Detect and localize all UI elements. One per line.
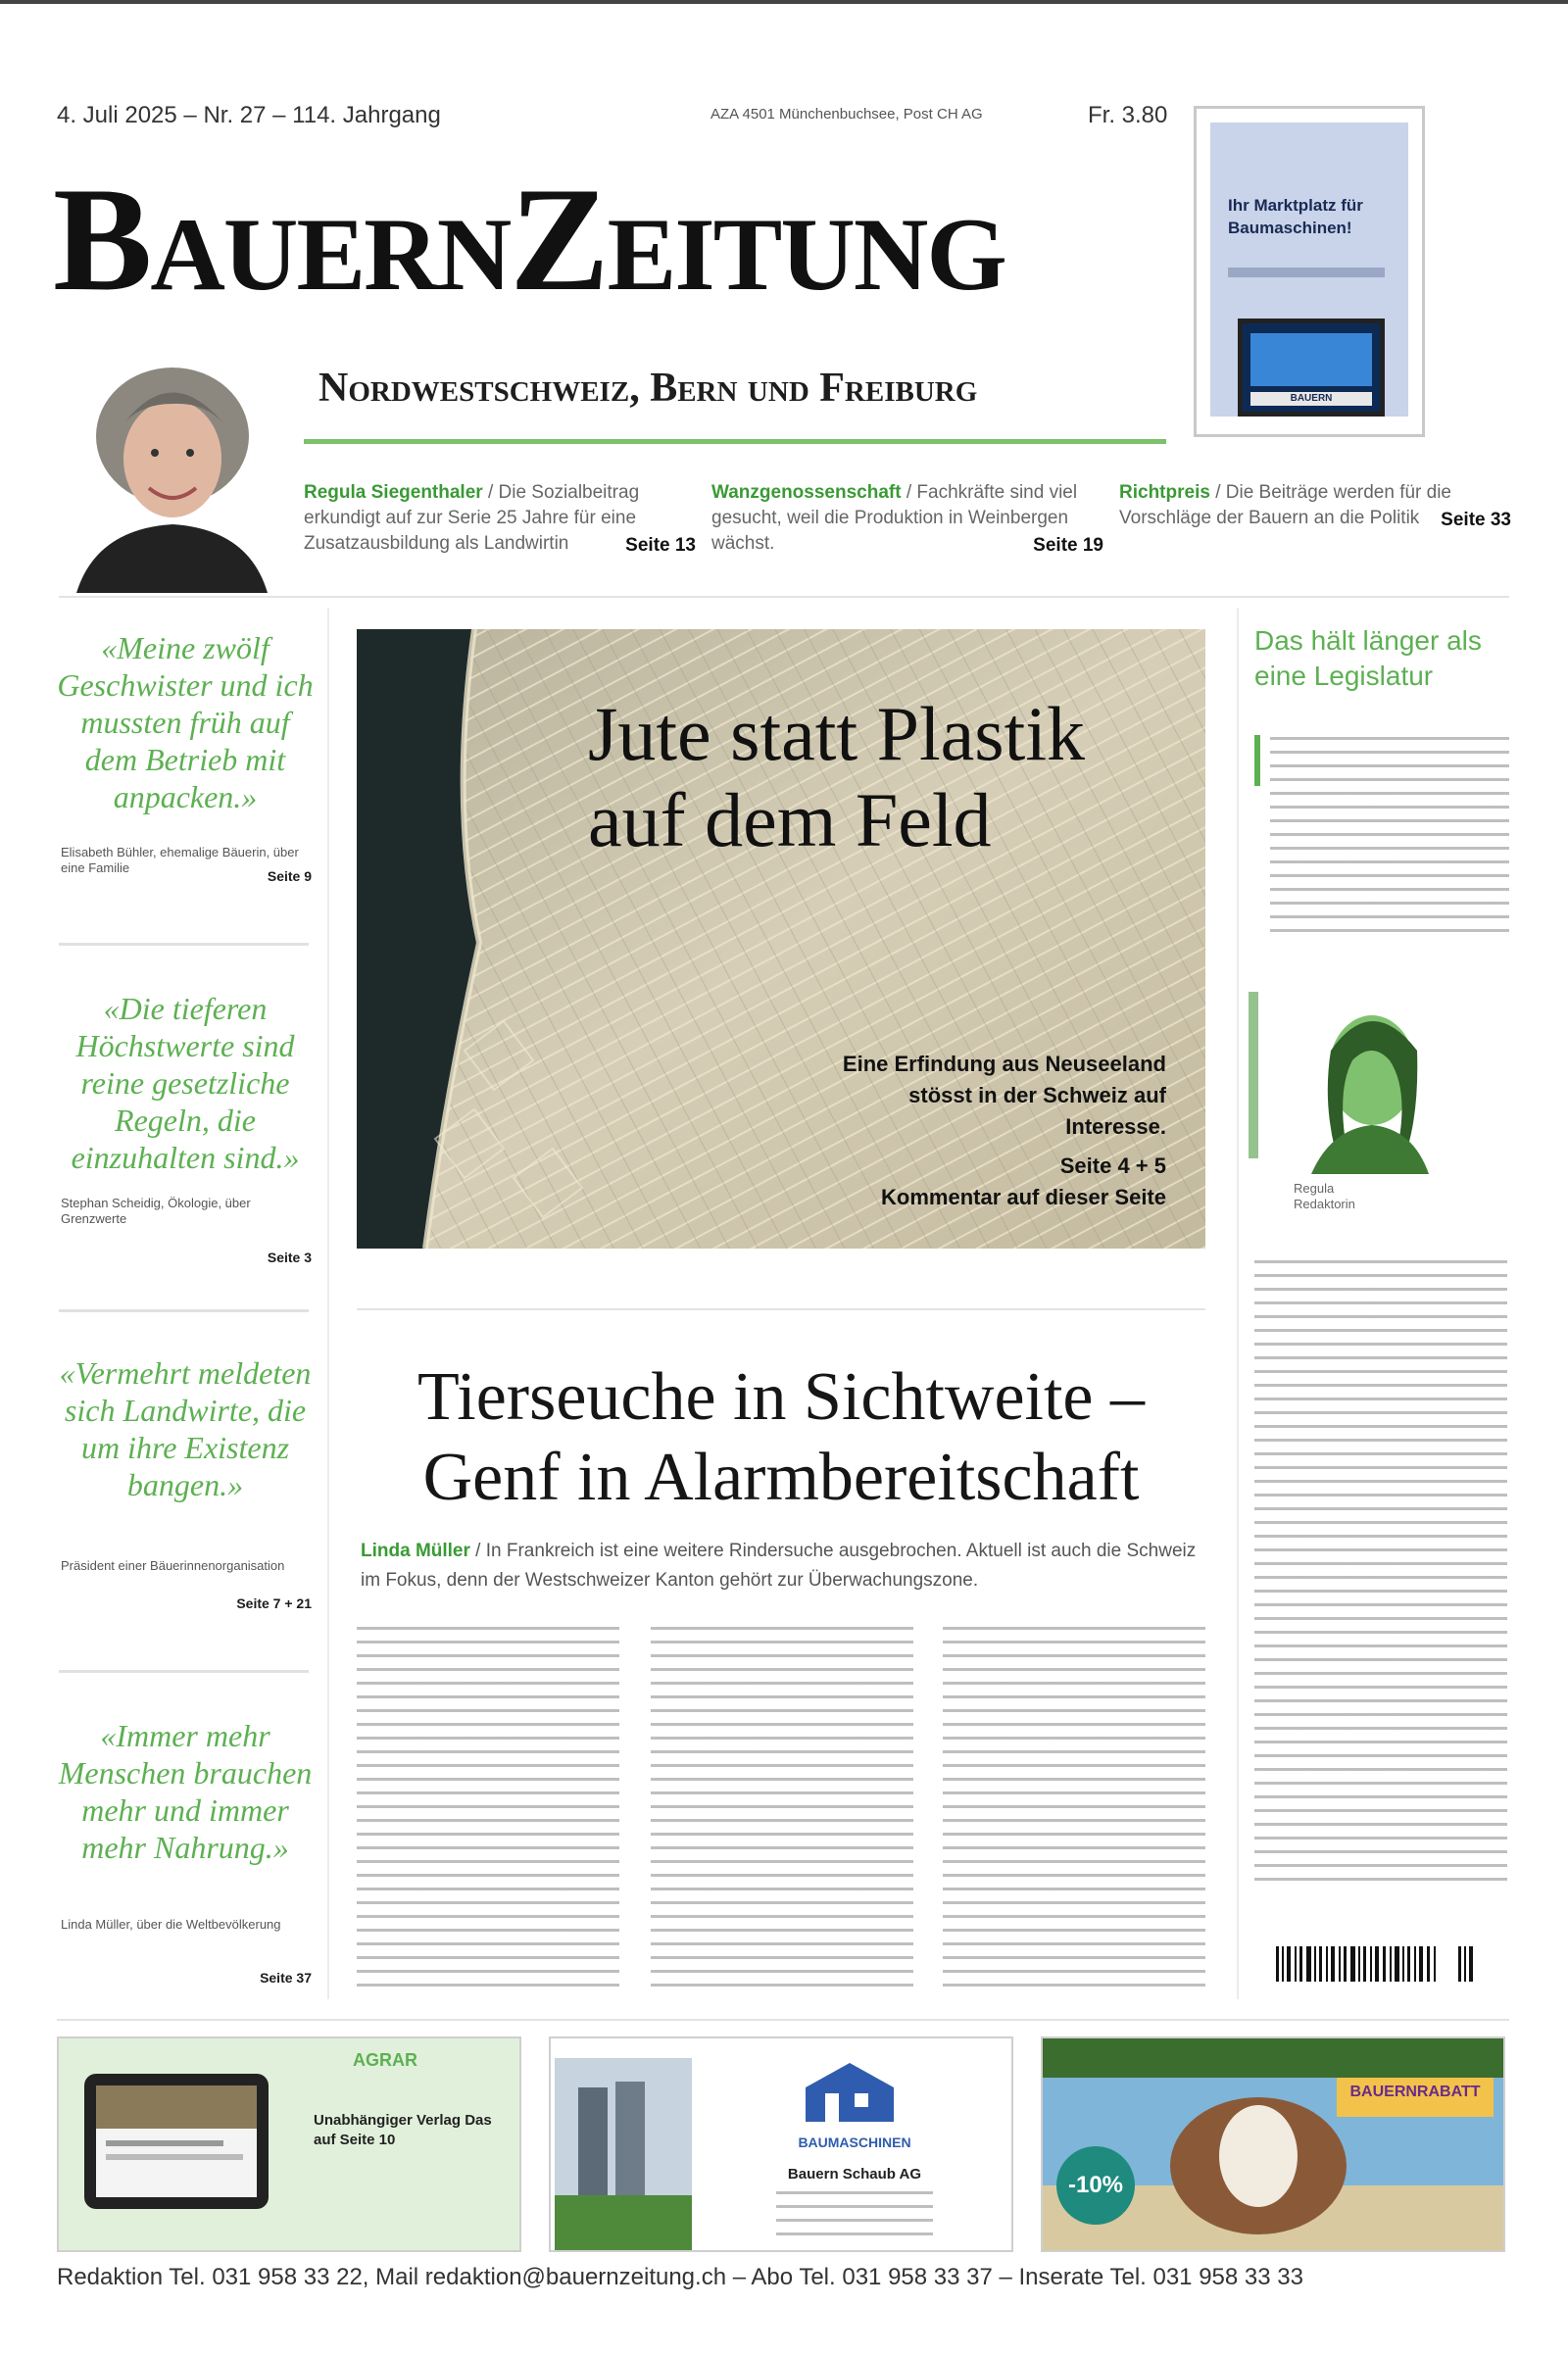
teaser-1[interactable]: Regula Siegenthaler / Die Sozialbeitrag erkundigt auf zur Serie 25 Jahre für eine Zusatzausbildung als Landwirtin Seite 13 <box>304 480 696 557</box>
advert-text: Ihr Marktplatz für Baumaschinen! <box>1228 196 1363 237</box>
ad2-address <box>776 2191 933 2238</box>
advert-panel <box>1210 123 1408 417</box>
author-label-vertical <box>1237 992 1276 1168</box>
portrait-photo <box>67 343 274 593</box>
quote-2: «Die tieferen Höchstwerte sind reine gesetzliche Regeln, die einzuhalten sind.» <box>71 991 300 1175</box>
ad1-text: Unabhängiger Verlag Das auf Seite 10 <box>314 2112 492 2148</box>
teaser-body: Die Sozialbeitrag erkundigt auf zur Serie 25 Jahre für eine Zusatzausbildung als Landwirtin <box>304 482 640 554</box>
teaser-2[interactable]: Wanzgenossenschaft / Fachkräfte sind viel gesucht, weil die Produktion in Weinbergen wächst. Seite 19 <box>711 480 1103 557</box>
hero-title[interactable]: Jute statt Plastik auf dem Feld <box>588 691 1085 862</box>
article-column-1 <box>357 1627 619 1995</box>
teaser-body: Fachkräfte sind viel gesucht, weil die Produktion in Weinbergen wächst. <box>711 482 1078 554</box>
teaser-kicker: Regula Siegenthaler <box>304 482 483 503</box>
ad3-headline: BAUERNRABATT <box>1349 2084 1481 2100</box>
quote-3: «Vermehrt meldeten sich Landwirte, die um ihre Existenz bangen.» <box>59 1355 312 1502</box>
price: Fr. 3.80 <box>1088 102 1168 128</box>
teaser-divider <box>59 596 1509 598</box>
quote-2-source: Stephan Scheidig, Ökologie, über Grenzwerte <box>61 1196 251 1226</box>
ads-divider <box>57 2019 1509 2021</box>
quote-3-source: Präsident einer Bäuerinnenorganisation <box>61 1558 285 1573</box>
article-column-2 <box>651 1627 913 1995</box>
advert-agrar[interactable] <box>57 2036 521 2252</box>
author-name: Regula <box>1294 1181 1335 1196</box>
address-line: AZA 4501 Münchenbuchsee, Post CH AG <box>710 106 983 123</box>
author-byline <box>1294 1181 1355 1212</box>
advert-bauernrabatt[interactable] <box>1041 2036 1505 2252</box>
teaser-body: Die Beiträge werden für die Vorschläge der Bauern an die Politik <box>1119 482 1452 528</box>
region-subtitle: Nordwestschweiz, Bern und Freiburg <box>318 366 978 411</box>
quote-divider <box>59 1309 309 1312</box>
top-advert[interactable] <box>1194 106 1425 437</box>
tablet-image <box>78 2068 274 2215</box>
ad1-brand: AGRAR <box>353 2050 417 2070</box>
quote-2-page[interactable]: Seite 3 <box>267 1250 312 1265</box>
comment-text <box>1270 737 1509 943</box>
quote-4-source: Linda Müller, über die Weltbevölkerung <box>61 1917 281 1932</box>
main-headline[interactable]: Tierseuche in Sichtweite – Genf in Alarmbereitschaft <box>416 1359 1145 1515</box>
quote-1-source: Elisabeth Bühler, ehemalige Bäuerin, über eine Familie <box>61 845 299 875</box>
footer-contact: Redaktion Tel. 031 958 33 22, Mail redaktion@bauernzeitung.ch – Abo Tel. 031 958 33 37 – Inserate Tel. 031 958 33 33 <box>57 2264 1303 2290</box>
quote-4-page[interactable]: Seite 37 <box>260 1970 312 1986</box>
advert-subline <box>1228 268 1385 277</box>
main-lead: Linda Müller / In Frankreich ist eine weitere Rindersuche ausgebrochen. Aktuell ist auch die Schweiz im Fokus, denn der Westschweizer Kanton gehört zur Überwachungszone. <box>361 1541 1197 1591</box>
ad2-text: Bauern Schaub AG <box>787 2166 922 2183</box>
quote-3-page[interactable]: Seite 7 + 21 <box>236 1595 312 1611</box>
accent-bar <box>1254 735 1260 786</box>
quote-1: «Meine zwölf Geschwister und ich mussten früh auf dem Betrieb mit anpacken.» <box>57 630 314 814</box>
teaser-page: Seite 33 <box>1441 510 1511 530</box>
comment-body <box>1254 1260 1507 1888</box>
comment-kicker[interactable]: Das hält länger als eine Legislatur <box>1254 625 1482 691</box>
teaser-kicker: Wanzgenossenschaft <box>711 482 902 503</box>
page-top-rule <box>0 0 1568 4</box>
teaser-page: Seite 19 <box>1033 535 1103 556</box>
buildings-image <box>555 2058 692 2250</box>
advert-baumaschinen[interactable] <box>549 2036 1013 2252</box>
quote-1-page[interactable]: Seite 9 <box>267 868 312 884</box>
column-divider <box>327 608 329 1999</box>
quote-divider <box>59 1670 309 1673</box>
story-divider <box>357 1308 1205 1310</box>
ad3-discount-badge: -10% <box>1056 2146 1135 2225</box>
masthead-logo: BauernZeitung <box>53 157 1005 321</box>
article-column-3 <box>943 1627 1205 1995</box>
issue-line: 4. Juli 2025 – Nr. 27 – 114. Jahrgang <box>57 102 441 128</box>
author-role: Redaktorin <box>1294 1197 1355 1211</box>
hero-pages: Seite 4 + 5 <box>1059 1153 1166 1178</box>
laptop-image <box>1238 319 1385 417</box>
hero-page-refs[interactable] <box>764 1151 1166 1213</box>
quote-divider <box>59 943 309 946</box>
screen-label: BAUERN <box>1250 392 1372 406</box>
hero-subtitle: Eine Erfindung aus Neuseeland stösst in der Schweiz auf Interesse. <box>842 1052 1166 1139</box>
masthead-rule <box>304 439 1166 444</box>
barcode-icon <box>1272 1942 1494 1993</box>
building-logo-icon <box>796 2058 904 2127</box>
lead-kicker: Linda Müller <box>361 1541 470 1561</box>
teaser-page: Seite 13 <box>625 535 696 556</box>
quote-4: «Immer mehr Menschen brauchen mehr und immer mehr Nahrung.» <box>58 1718 313 1865</box>
lead-text: In Frankreich ist eine weitere Rindersuche ausgebrochen. Aktuell ist auch die Schweiz im Fokus, denn der Westschweizer Kanton gehört zur Überwachungszone. <box>361 1541 1197 1591</box>
ad2-brand: BAUMASCHINEN <box>798 2134 911 2150</box>
teaser-3[interactable]: Richtpreis / Die Beiträge werden für die Vorschläge der Bauern an die Politik Seite 33 <box>1119 480 1511 531</box>
column-divider <box>1237 608 1239 1999</box>
teaser-kicker: Richtpreis <box>1119 482 1210 503</box>
hero-comment: Kommentar auf dieser Seite <box>881 1185 1166 1209</box>
author-photo <box>1292 992 1441 1174</box>
